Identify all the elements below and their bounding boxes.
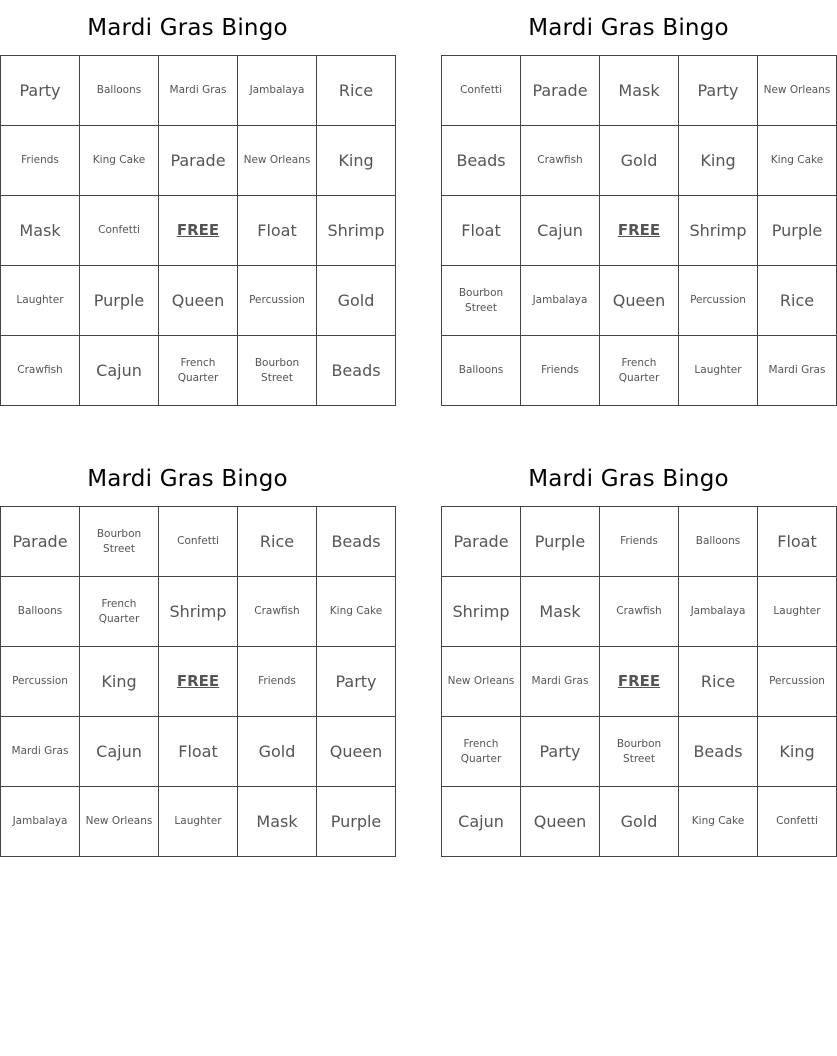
- grid-row: [1, 647, 396, 717]
- bingo-cell: Gold: [238, 717, 317, 787]
- grid-row: [442, 577, 837, 647]
- bingo-cell: New Orleans: [758, 56, 837, 126]
- bingo-card-3: [0, 451, 383, 857]
- grid-row: [1, 266, 396, 336]
- grid-row: [442, 647, 837, 717]
- grid-row: [1, 507, 396, 577]
- bingo-cell: Cajun: [442, 787, 521, 857]
- bingo-cell: Purple: [521, 507, 600, 577]
- grid-row: [442, 787, 837, 857]
- grid-row: [1, 126, 396, 196]
- bingo-cell: King: [758, 717, 837, 787]
- bingo-cell: Cajun: [80, 336, 159, 406]
- card-title: Mardi Gras Bingo: [87, 15, 288, 41]
- bingo-cell: Jambalaya: [521, 266, 600, 336]
- bingo-cell: French Quarter: [80, 577, 159, 647]
- bingo-cell: Shrimp: [679, 196, 758, 266]
- bingo-cell: Rice: [679, 647, 758, 717]
- bingo-card-1: [0, 0, 385, 406]
- bingo-cell: Queen: [317, 717, 396, 787]
- bingo-cell: Friends: [521, 336, 600, 406]
- bingo-cell: Gold: [600, 126, 679, 196]
- bingo-cell: Parade: [1, 507, 80, 577]
- bingo-cell: Friends: [1, 126, 80, 196]
- bingo-cell: Bourbon Street: [80, 507, 159, 577]
- bingo-cell: Mask: [600, 56, 679, 126]
- bingo-grid: [441, 55, 837, 406]
- bingo-cell: Cajun: [80, 717, 159, 787]
- bingo-cell: New Orleans: [238, 126, 317, 196]
- bingo-cell: Jambalaya: [1, 787, 80, 857]
- bingo-cell: Rice: [758, 266, 837, 336]
- bingo-cell: Mask: [238, 787, 317, 857]
- free-space: FREE: [159, 647, 238, 717]
- bingo-cell: Percussion: [679, 266, 758, 336]
- grid-row: [1, 787, 396, 857]
- bingo-cell: Laughter: [1, 266, 80, 336]
- bingo-cell: Crawfish: [1, 336, 80, 406]
- bingo-cell: Jambalaya: [679, 577, 758, 647]
- bingo-cell: Float: [442, 196, 521, 266]
- grid-row: [1, 56, 396, 126]
- bingo-cell: Shrimp: [442, 577, 521, 647]
- bingo-grid: [0, 506, 396, 857]
- bingo-cell: Gold: [317, 266, 396, 336]
- bingo-cell: Cajun: [521, 196, 600, 266]
- grid-row: [442, 126, 837, 196]
- bingo-grid: [0, 55, 396, 406]
- bingo-cell: French Quarter: [442, 717, 521, 787]
- bingo-cell: Purple: [758, 196, 837, 266]
- bingo-cell: Laughter: [758, 577, 837, 647]
- bingo-cell: Float: [758, 507, 837, 577]
- grid-row: [1, 336, 396, 406]
- bingo-cell: Mardi Gras: [1, 717, 80, 787]
- bingo-cell: Confetti: [442, 56, 521, 126]
- bingo-cell: Beads: [679, 717, 758, 787]
- bingo-cell: Party: [1, 56, 80, 126]
- bingo-cell: Rice: [238, 507, 317, 577]
- bingo-cell: Shrimp: [317, 196, 396, 266]
- bingo-cell: Friends: [238, 647, 317, 717]
- bingo-cell: Percussion: [238, 266, 317, 336]
- bingo-cell: Queen: [600, 266, 679, 336]
- grid-row: [442, 507, 837, 577]
- grid-row: [442, 266, 837, 336]
- bingo-cell: Confetti: [758, 787, 837, 857]
- grid-row: [442, 56, 837, 126]
- bingo-cell: Balloons: [679, 507, 758, 577]
- bingo-cell: New Orleans: [442, 647, 521, 717]
- bingo-cell: Party: [317, 647, 396, 717]
- bingo-cell: Shrimp: [159, 577, 238, 647]
- card-title: Mardi Gras Bingo: [528, 466, 729, 492]
- bingo-cell: Party: [521, 717, 600, 787]
- free-space: FREE: [159, 196, 238, 266]
- bingo-cell: Mardi Gras: [521, 647, 600, 717]
- grid-row: [442, 717, 837, 787]
- bingo-cell: Float: [159, 717, 238, 787]
- bingo-cell: Purple: [317, 787, 396, 857]
- bingo-cell: Percussion: [1, 647, 80, 717]
- grid-row: [442, 196, 837, 266]
- bingo-cell: Party: [679, 56, 758, 126]
- bingo-cell: Laughter: [679, 336, 758, 406]
- bingo-cell: Beads: [317, 336, 396, 406]
- bingo-cell: French Quarter: [159, 336, 238, 406]
- bingo-cell: King: [317, 126, 396, 196]
- bingo-cell: King Cake: [317, 577, 396, 647]
- bingo-grid: [441, 506, 837, 857]
- bingo-cell: New Orleans: [80, 787, 159, 857]
- bingo-cell: Parade: [521, 56, 600, 126]
- bingo-cell: Crawfish: [238, 577, 317, 647]
- bingo-cell: Rice: [317, 56, 396, 126]
- bingo-cell: Bourbon Street: [238, 336, 317, 406]
- grid-row: [1, 196, 396, 266]
- bingo-cell: Crawfish: [600, 577, 679, 647]
- bingo-cell: Bourbon Street: [600, 717, 679, 787]
- bingo-cell: King Cake: [679, 787, 758, 857]
- bingo-cell: Crawfish: [521, 126, 600, 196]
- bingo-cell: Float: [238, 196, 317, 266]
- bingo-cell: Mask: [521, 577, 600, 647]
- bingo-cell: French Quarter: [600, 336, 679, 406]
- bingo-cell: Beads: [442, 126, 521, 196]
- bingo-cell: King Cake: [758, 126, 837, 196]
- bingo-cell: Percussion: [758, 647, 837, 717]
- bingo-cell: King: [80, 647, 159, 717]
- free-space: FREE: [600, 647, 679, 717]
- bingo-cell: Mardi Gras: [758, 336, 837, 406]
- bingo-cell: Beads: [317, 507, 396, 577]
- grid-row: [1, 577, 396, 647]
- bingo-cell: Queen: [521, 787, 600, 857]
- free-space: FREE: [600, 196, 679, 266]
- bingo-cell: King: [679, 126, 758, 196]
- bingo-cell: Mask: [1, 196, 80, 266]
- grid-row: [1, 717, 396, 787]
- bingo-cell: Friends: [600, 507, 679, 577]
- card-title: Mardi Gras Bingo: [87, 466, 288, 492]
- bingo-cell: Confetti: [80, 196, 159, 266]
- bingo-cell: Parade: [159, 126, 238, 196]
- bingo-cell: Parade: [442, 507, 521, 577]
- bingo-card-4: [441, 451, 825, 857]
- bingo-cell: Laughter: [159, 787, 238, 857]
- bingo-cell: Balloons: [1, 577, 80, 647]
- bingo-cell: Balloons: [80, 56, 159, 126]
- bingo-cell: Mardi Gras: [159, 56, 238, 126]
- bingo-cell: Jambalaya: [238, 56, 317, 126]
- bingo-cell: Balloons: [442, 336, 521, 406]
- bingo-cell: Bourbon Street: [442, 266, 521, 336]
- grid-row: [442, 336, 837, 406]
- card-title: Mardi Gras Bingo: [528, 15, 729, 41]
- bingo-cell: Gold: [600, 787, 679, 857]
- bingo-cell: Confetti: [159, 507, 238, 577]
- bingo-card-2: [441, 0, 831, 406]
- bingo-cell: King Cake: [80, 126, 159, 196]
- bingo-cell: Queen: [159, 266, 238, 336]
- bingo-cell: Purple: [80, 266, 159, 336]
